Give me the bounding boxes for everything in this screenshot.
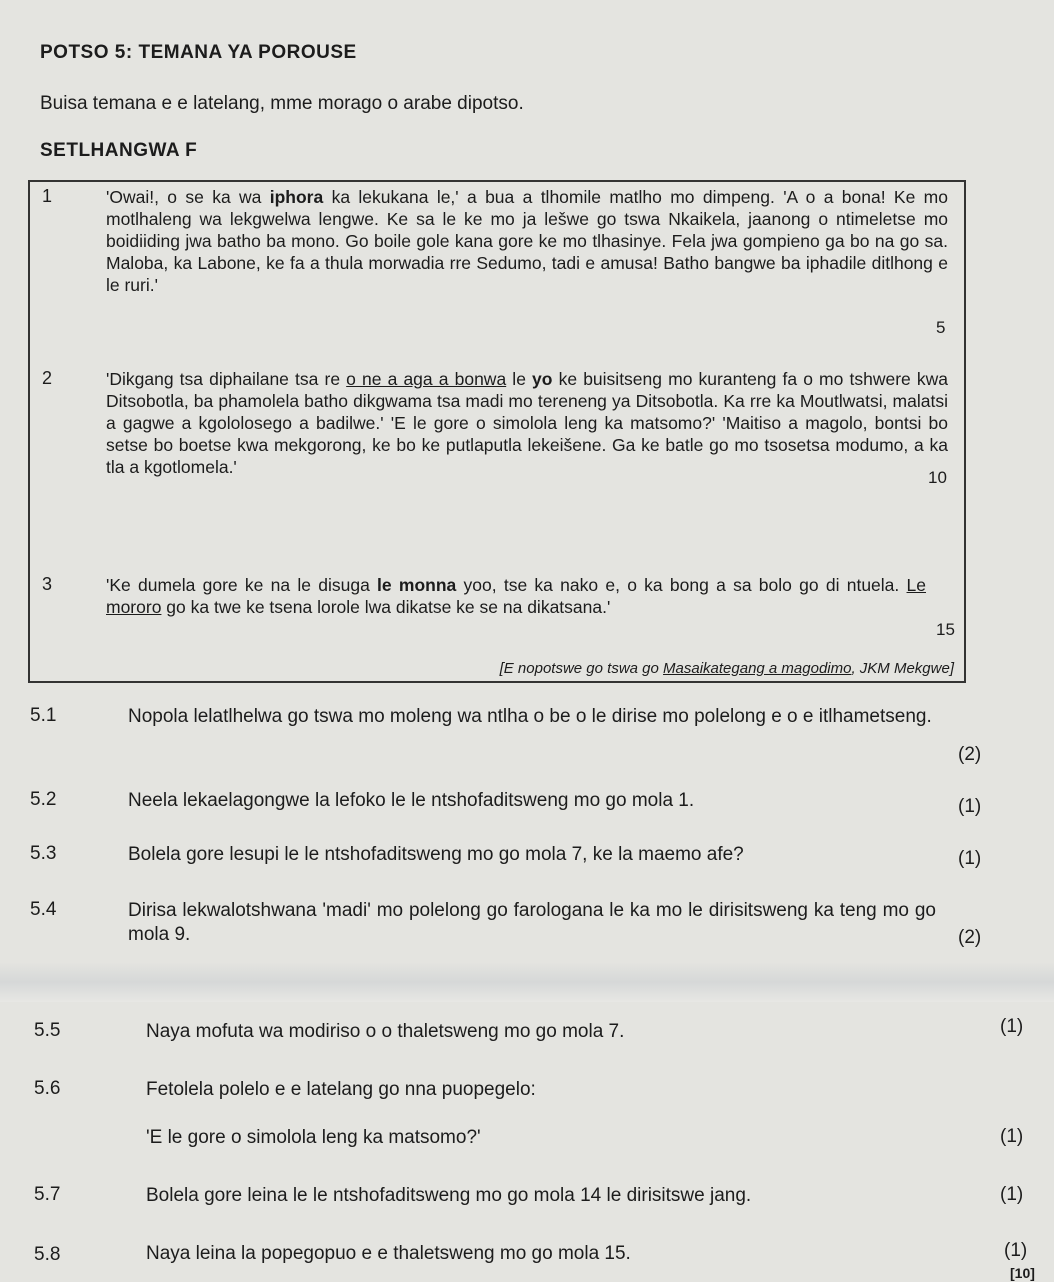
- emphasis-word: yo: [532, 369, 553, 389]
- question-mark: (1): [1000, 1126, 1024, 1147]
- question-text: Naya leina la popegopuo e e thaletsweng mo go mola 15.: [146, 1243, 631, 1264]
- emphasis-word: iphora: [269, 187, 324, 207]
- question-number: 5.1: [30, 705, 57, 726]
- question-text: Nopola lelatlhelwa go tswa mo moleng wa ntlha o be o le dirise mo polelong e o e itlhametseng.: [128, 706, 932, 727]
- passage-segment: ke buisitseng mo kuranteng fa o mo tshwere kwa Ditsobotla, ba phamolela batho dikgwama tsa madi mo tereneng ya Ditsobotla. Ka rre ka Moutlwatsi, malatsi a gagwe a kgololosego a badilwe.' 'E le gore o simolola leng ka matsomo?' 'Maitiso a magolo, bontsi bo setse bo boetse kwa mekgorong, ke bo ke putlaputla lekeišene. Ga ke batle go mo tsosetsa modumo, a ka tla a kgotlomela.': [106, 369, 948, 477]
- question-number: 5.8: [34, 1244, 61, 1265]
- question-text: Neela lekaelagongwe la lefoko le le ntshofaditsweng mo go mola 1.: [128, 790, 695, 811]
- total-mark: [10]: [1010, 1265, 1035, 1281]
- paragraph-number: 1: [42, 186, 53, 206]
- line-number: 10: [928, 468, 947, 487]
- underlined-phrase: o ne a aga a bonwa: [346, 369, 507, 389]
- question-mark: (1): [1000, 1184, 1024, 1205]
- emphasis-word: le monna: [377, 575, 457, 595]
- paragraph-number: 2: [42, 368, 53, 388]
- passage-segment: 'Owai!, o se ka wa: [106, 187, 270, 207]
- question-number: 5.7: [34, 1184, 61, 1205]
- question-mark: (1): [1000, 1016, 1024, 1037]
- passage-box: [28, 180, 966, 683]
- question-number: 5.3: [30, 843, 57, 864]
- question-number: 5.4: [30, 899, 57, 920]
- passage-segment: 'Ke dumela gore ke na le disuga: [106, 575, 378, 595]
- paragraph-number: 3: [42, 574, 53, 594]
- line-number: 5: [936, 318, 946, 337]
- line-number: 15: [936, 620, 955, 639]
- question-mark: (1): [958, 848, 982, 869]
- paragraph-text: [106, 368, 948, 478]
- question-mark: (2): [958, 927, 982, 948]
- instruction-text: Buisa temana e e latelang, mme morago o arabe dipotso.: [40, 93, 524, 114]
- question-number: 5.5: [34, 1020, 61, 1041]
- passage-segment: go ka twe ke tsena lorole lwa dikatse ke se na dikatsana.': [161, 597, 611, 617]
- question-text: Bolela gore lesupi le le ntshofaditsweng mo go mola 7, ke la maemo afe?: [128, 844, 744, 865]
- question-text: Dirisa lekwalotshwana 'madi' mo polelong go farologana le ka mo le dirisitsweng ka teng mo go mola 9.: [128, 900, 936, 945]
- passage-segment: 'Dikgang tsa diphailane tsa re: [106, 369, 347, 389]
- passage-segment: yoo, tse ka nako e, o ka bong a sa bolo go di ntuela.: [456, 575, 907, 595]
- question-number: 5.6: [34, 1078, 61, 1099]
- page-title: POTSO 5: TEMANA YA POROUSE: [40, 42, 357, 63]
- question-text: 'E le gore o simolola leng ka matsomo?': [146, 1127, 481, 1148]
- question-text: Fetolela polelo e e latelang go nna puopegelo:: [146, 1079, 536, 1100]
- passage-segment: ka lekukana le,' a bua a tlhomile matlho mo dimpeng. 'A o a bona! Ke mo motlhaleng wa lekgwelwa lengwe. Ke sa le ke mo ja lešwe go tswa Nkaikela, jaanong o ntimeletse mo boidiiding jwa batho ba mono. Go boile gole kana gore ke mo tlhasinye. Fela jwa gompieno ga bo na go sa. Maloba, ka Labone, ke fa a thula morwadia rre Sedumo, tadi e amusa! Batho bangwe ba iphadile ditlhong e le ruri.': [106, 187, 948, 295]
- paragraph-text: [106, 574, 926, 618]
- section-heading: SETLHANGWA F: [40, 140, 198, 161]
- question-mark: (1): [1004, 1240, 1028, 1261]
- underlined-phrase: Le mororo: [106, 575, 926, 617]
- question-mark: (1): [958, 796, 982, 817]
- question-text: Naya mofuta wa modiriso o o thaletsweng mo go mola 7.: [146, 1021, 625, 1042]
- paragraph-text: [106, 186, 948, 296]
- page-fold: [0, 962, 1054, 1002]
- question-mark: (2): [958, 744, 982, 765]
- question-number: 5.2: [30, 789, 57, 810]
- passage-segment: le: [506, 369, 533, 389]
- question-text: Bolela gore leina le le ntshofaditsweng mo go mola 14 le dirisitswe jang.: [146, 1185, 752, 1206]
- source-citation: [E nopotswe go tswa go Masaikategang a magodimo, JKM Mekgwe]: [499, 660, 954, 677]
